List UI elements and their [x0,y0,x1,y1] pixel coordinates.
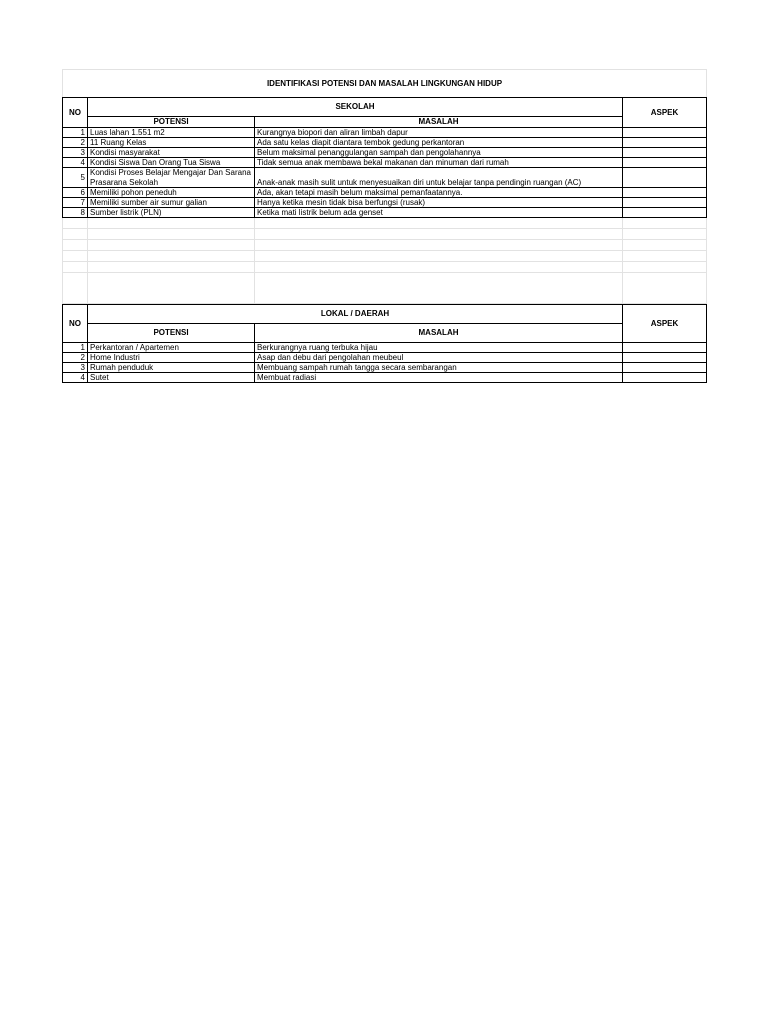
aspek-cell [623,198,707,208]
section-label-lokal: LOKAL / DAERAH [88,305,623,324]
potensi-cell: Memiliki sumber air sumur galian [88,198,255,208]
aspek-cell [623,353,707,363]
potensi-cell: Memiliki pohon peneduh [88,188,255,198]
row-number: 2 [63,138,88,148]
header-masalah: MASALAH [255,117,623,128]
section-label-sekolah: SEKOLAH [88,98,623,117]
masalah-cell: Ada satu kelas diapit diantara tembok gedung perkantoran [255,138,623,148]
aspek-cell [623,148,707,158]
table-row [63,198,707,208]
aspek-cell [623,138,707,148]
header-potensi: POTENSI [88,117,255,128]
row-number: 1 [63,343,88,353]
masalah-cell: Membuang sampah rumah tangga secara sembarangan [255,363,623,373]
row-number: 2 [63,353,88,363]
potensi-cell: Luas lahan 1.551 m2 [88,128,255,138]
potensi-cell: Perkantoran / Apartemen [88,343,255,353]
row-number: 4 [63,158,88,168]
masalah-cell: Kurangnya biopori dan aliran limbah dapur [255,128,623,138]
header-no: NO [63,98,88,128]
potensi-cell: Rumah penduduk [88,363,255,373]
header-aspek: ASPEK [623,305,707,343]
potensi-cell: Kondisi Siswa Dan Orang Tua Siswa [88,158,255,168]
lokal-table [62,304,707,383]
spreadsheet-sheet [62,69,706,383]
header-masalah: MASALAH [255,324,623,343]
masalah-cell: Ketika mati listrik belum ada genset [255,208,623,218]
row-number: 3 [63,148,88,158]
row-number: 5 [63,168,88,188]
aspek-cell [623,343,707,353]
sekolah-table [62,69,707,304]
potensi-cell: Sumber listrik (PLN) [88,208,255,218]
masalah-cell: Tidak semua anak membawa bekal makanan dan minuman dari rumah [255,158,623,168]
masalah-cell: Hanya ketika mesin tidak bisa berfungsi (rusak) [255,198,623,208]
aspek-cell [623,208,707,218]
aspek-cell [623,373,707,383]
table-row [63,343,707,353]
header-potensi: POTENSI [88,324,255,343]
table-row [63,148,707,158]
masalah-cell: Belum maksimal penanggulangan sampah dan pengolahannya [255,148,623,158]
potensi-cell: Home Industri [88,353,255,363]
empty-grid-row [63,251,707,262]
masalah-cell: Anak-anak masih sulit untuk menyesuaikan diri untuk belajar tanpa pendingin ruangan (AC) [255,168,623,188]
potensi-cell: Kondisi masyarakat [88,148,255,158]
row-number: 4 [63,373,88,383]
table-row [63,208,707,218]
aspek-cell [623,363,707,373]
empty-grid-row [63,262,707,273]
row-number: 7 [63,198,88,208]
table-row [63,138,707,148]
empty-grid-row [63,273,707,304]
table-row [63,168,707,188]
header-aspek: ASPEK [623,98,707,128]
table-row [63,363,707,373]
masalah-cell: Berkurangnya ruang terbuka hijau [255,343,623,353]
potensi-cell: Sutet [88,373,255,383]
row-number: 8 [63,208,88,218]
masalah-cell: Ada, akan tetapi masih belum maksimal pemanfaatannya. [255,188,623,198]
row-number: 1 [63,128,88,138]
empty-grid-row [63,240,707,251]
empty-grid-row [63,218,707,229]
aspek-cell [623,158,707,168]
empty-grid-row [63,229,707,240]
header-no: NO [63,305,88,343]
table-row [63,158,707,168]
aspek-cell [623,168,707,188]
row-number: 6 [63,188,88,198]
table-row [63,128,707,138]
masalah-cell: Asap dan debu dari pengolahan meubeul [255,353,623,363]
aspek-cell [623,188,707,198]
masalah-cell: Membuat radiasi [255,373,623,383]
table-row [63,353,707,363]
aspek-cell [623,128,707,138]
table-row [63,373,707,383]
row-number: 3 [63,363,88,373]
table-row [63,188,707,198]
potensi-cell: 11 Ruang Kelas [88,138,255,148]
potensi-cell: Kondisi Proses Belajar Mengajar Dan Sarana Prasarana Sekolah [88,168,255,188]
document-title: IDENTIFIKASI POTENSI DAN MASALAH LINGKUNGAN HIDUP [63,70,707,98]
